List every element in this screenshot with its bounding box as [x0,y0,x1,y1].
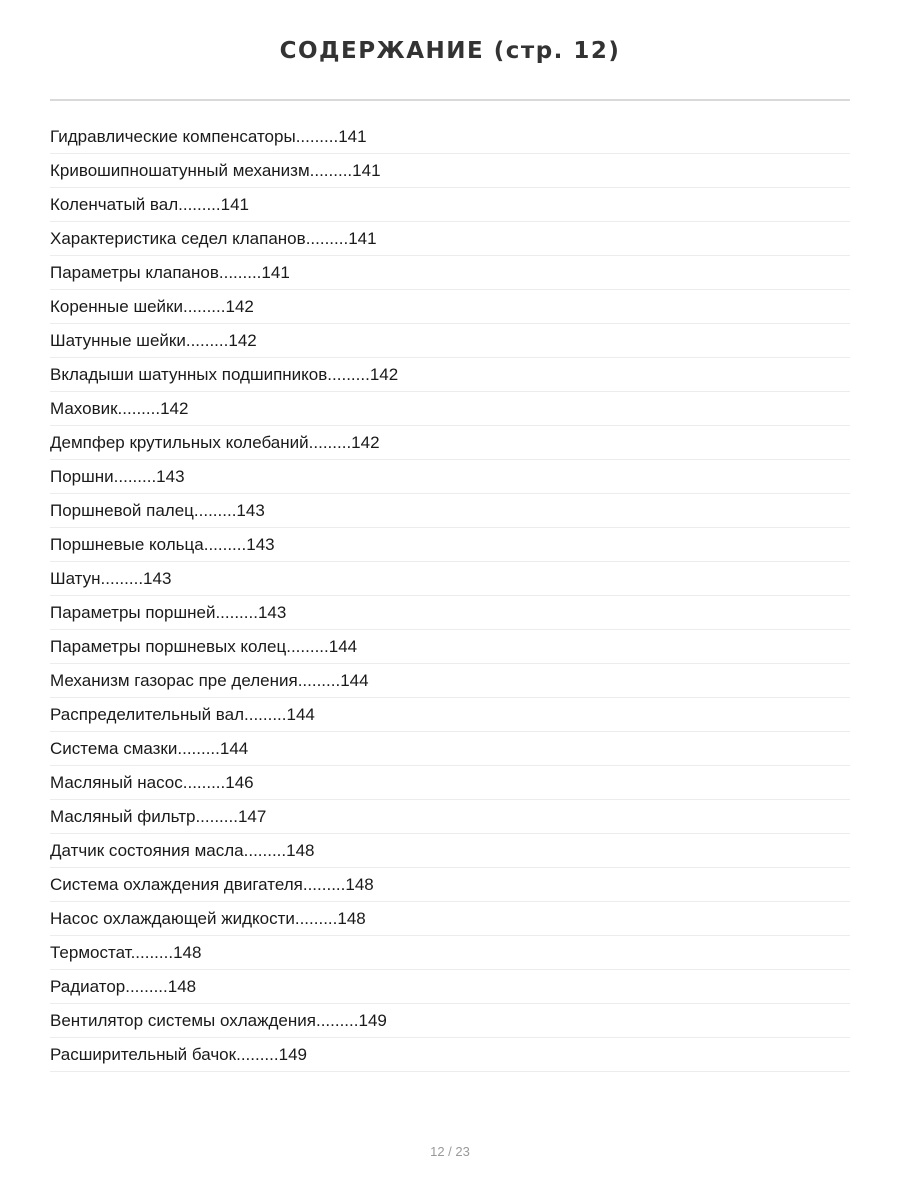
toc-entry-leader: ......... [113,467,157,486]
toc-entry-page-number: 141 [220,195,250,214]
toc-entry[interactable] [50,426,850,460]
toc-entry-leader: ......... [130,943,174,962]
toc-entry[interactable] [50,324,850,358]
toc-entry-page-number: 144 [219,739,249,758]
toc-entry-title: Распределительный вал [50,705,244,724]
toc-entry-leader: ......... [236,1045,279,1064]
toc-entry-page-number: 143 [143,569,172,588]
toc-entry-page-number: 141 [352,161,381,180]
toc-entry-title: Параметры поршневых колец [50,637,287,656]
toc-entry-leader: ......... [297,671,341,690]
toc-entry-leader: ......... [117,399,161,418]
toc-entry-title: Шатунные шейки [50,331,186,350]
toc-entry[interactable] [50,1038,850,1072]
toc-entry-title: Механизм газорас пре деления [50,671,298,690]
toc-entry-title: Система смазки [50,739,178,758]
toc-entry-leader: ......... [244,705,287,724]
toc-entry[interactable] [50,290,850,324]
toc-entry-title: Коренные шейки [50,297,183,316]
page-title: СОДЕРЖАНИЕ (стр. 12) [279,38,621,64]
toc-entry-page-number: 148 [286,841,315,860]
toc-entry[interactable] [50,256,850,290]
toc-entry-page-number: 143 [246,535,275,554]
toc-entry-title: Маховик [50,399,118,418]
toc-entry-title: Параметры поршней [50,603,216,622]
toc-entry-page-number: 148 [337,909,366,928]
toc-entry-leader: ......... [182,297,226,316]
toc-entry[interactable] [50,766,850,800]
toc-entry-leader: ......... [177,739,220,758]
toc-entry[interactable] [50,1004,850,1038]
toc-entry-page-number: 144 [328,637,358,656]
toc-entry-page-number: 143 [156,467,185,486]
page-counter: 12 / 23 [430,1144,470,1159]
toc-entry-page-number: 142 [369,365,399,384]
toc-entry-title: Масляный фильтр [50,807,196,826]
toc-entry-leader: ......... [286,637,329,656]
toc-entry[interactable] [50,392,850,426]
toc-entry-page-number: 149 [358,1011,387,1030]
toc-entry-title: Гидравлические компенсаторы [50,127,296,146]
toc-entry[interactable] [50,834,850,868]
toc-entry-title: Коленчатый вал [50,195,179,214]
toc-entry-leader: ......... [302,875,346,894]
toc-entry[interactable] [50,970,850,1004]
toc-entry-page-number: 148 [173,943,202,962]
toc-entry-page-number: 149 [278,1045,307,1064]
toc-entry-leader: ......... [178,195,221,214]
toc-entry-title: Расширительный бачок [50,1045,237,1064]
toc-entry[interactable] [50,800,850,834]
toc-entry-leader: ......... [327,365,370,384]
toc-entry[interactable] [50,528,850,562]
toc-entry-page-number: 148 [345,875,374,894]
toc-entry-leader: ......... [295,127,339,146]
toc-entry-leader: ......... [203,535,247,554]
toc-entry-page-number: 143 [236,501,265,520]
toc-entry-page-number: 141 [261,263,290,282]
toc-entry-title: Радиатор [50,977,126,996]
toc-entry-leader: ......... [243,841,287,860]
toc-entry-page-number: 143 [257,603,287,622]
toc-entry-page-number: 141 [338,127,367,146]
toc-entry-page-number: 142 [228,331,257,350]
toc-entry-leader: ......... [315,1011,359,1030]
toc-entry[interactable] [50,222,850,256]
toc-entry-page-number: 144 [286,705,315,724]
toc-entry-leader: ......... [218,263,262,282]
toc-entry-page-number: 144 [340,671,369,690]
toc-entry-leader: ......... [305,229,349,248]
toc-entry[interactable] [50,188,850,222]
toc-entry-page-number: 146 [225,773,254,792]
toc-entry-leader: ......... [125,977,168,996]
toc-entry-title: Вентилятор системы охлаждения [50,1011,316,1030]
toc-entry-title: Характеристика седел клапанов [50,229,306,248]
table-of-contents [50,120,850,1072]
toc-entry-title: Поршневые кольца [50,535,204,554]
toc-entry-leader: ......... [182,773,226,792]
title-divider [50,99,850,101]
toc-entry[interactable] [50,120,850,154]
toc-entry-title: Поршни [50,467,114,486]
toc-entry[interactable] [50,698,850,732]
toc-entry[interactable] [50,732,850,766]
toc-entry-page-number: 142 [225,297,254,316]
toc-entry[interactable] [50,902,850,936]
toc-entry-title: Кривошипношатунный механизм [50,161,310,180]
toc-entry[interactable] [50,596,850,630]
toc-entry-title: Насос охлаждающей жидкости [50,909,295,928]
toc-entry-title: Параметры клапанов [50,263,219,282]
toc-entry-leader: ......... [185,331,229,350]
toc-entry[interactable] [50,494,850,528]
toc-entry-page-number: 148 [167,977,197,996]
toc-entry-leader: ......... [308,433,352,452]
toc-entry[interactable] [50,936,850,970]
toc-entry-title: Масляный насос [50,773,183,792]
toc-entry[interactable] [50,664,850,698]
toc-entry-title: Шатун [50,569,101,588]
toc-entry-title: Поршневой палец [50,501,194,520]
toc-entry-leader: ......... [193,501,237,520]
toc-entry-leader: ......... [294,909,338,928]
toc-entry-title: Вкладыши шатунных подшипников [50,365,328,384]
toc-entry-title: Система охлаждения двигателя [50,875,303,894]
toc-entry-page-number: 141 [348,229,377,248]
toc-entry-leader: ......... [195,807,238,826]
toc-entry[interactable] [50,562,850,596]
toc-entry[interactable] [50,460,850,494]
toc-entry-page-number: 142 [160,399,189,418]
toc-entry-leader: ......... [100,569,144,588]
toc-entry[interactable] [50,358,850,392]
toc-entry[interactable] [50,630,850,664]
toc-entry-title: Демпфер крутильных колебаний [50,433,309,452]
toc-entry-leader: ......... [215,603,258,622]
toc-entry[interactable] [50,154,850,188]
toc-entry-page-number: 142 [351,433,380,452]
toc-entry-page-number: 147 [237,807,267,826]
toc-entry-leader: ......... [309,161,353,180]
toc-entry-title: Датчик состояния масла [50,841,244,860]
toc-entry[interactable] [50,868,850,902]
toc-entry-title: Термостат [50,943,131,962]
